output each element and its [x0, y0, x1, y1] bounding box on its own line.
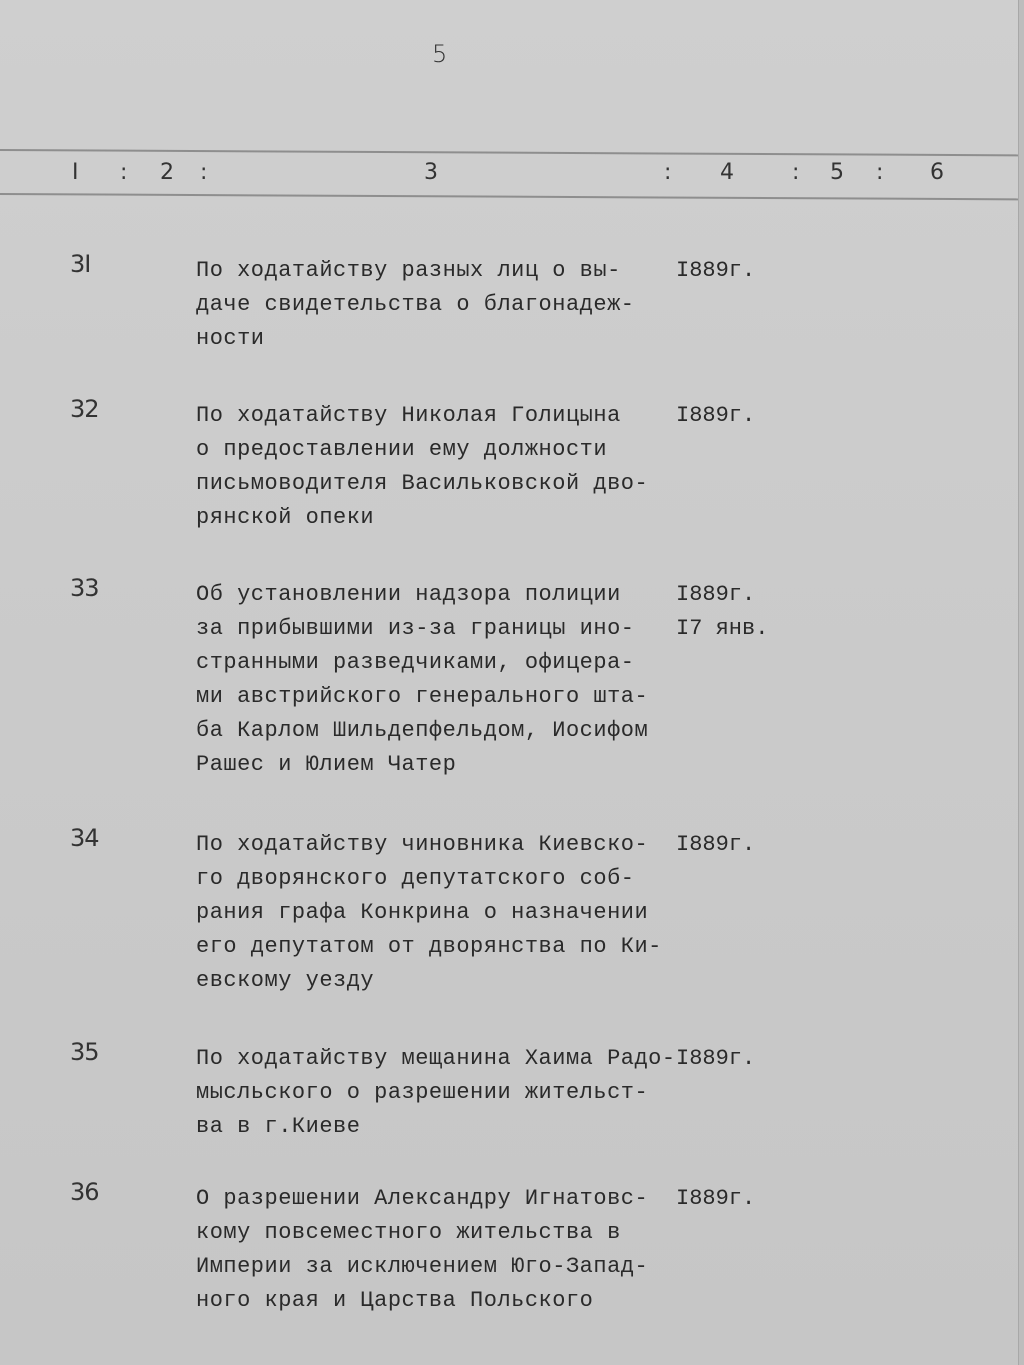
column-separator: : — [792, 160, 800, 185]
description-line: По ходатайству мещанина Хаима Радо- — [196, 1046, 676, 1071]
entry-number: 3I — [70, 250, 91, 278]
header-bottom-rule — [0, 193, 1020, 200]
date-line: I7 янв. — [676, 616, 769, 641]
date-line: I889г. — [676, 403, 756, 428]
entry-description — [196, 1182, 676, 1318]
column-header: 3 — [424, 160, 438, 185]
description-line: о предоставлении ему должности — [196, 437, 608, 462]
description-line: рянской опеки — [196, 505, 375, 530]
column-header: 2 — [160, 160, 174, 185]
description-line: рания графа Конкрина о назначении — [196, 900, 649, 925]
entry-description — [196, 578, 676, 782]
entry-number: 32 — [70, 395, 99, 423]
description-line: ности — [196, 326, 265, 351]
page-number: 5 — [432, 40, 448, 68]
column-separator: : — [120, 160, 128, 185]
entry-number: 34 — [70, 824, 99, 852]
description-line: письмоводителя Васильковской дво- — [196, 471, 649, 496]
description-line: мысльского о разрешении жительст- — [196, 1080, 649, 1105]
description-line: Об установлении надзора полиции — [196, 582, 621, 607]
entry-description — [196, 828, 676, 998]
column-header: I — [72, 160, 79, 185]
entry-description — [196, 399, 676, 535]
entry-date — [676, 578, 768, 646]
entry-description — [196, 254, 676, 356]
column-separator: : — [200, 160, 208, 185]
date-line: I889г. — [676, 258, 756, 283]
description-line: кому повсеместного жительства в — [196, 1220, 621, 1245]
description-line: ного края и Царства Польского — [196, 1288, 594, 1313]
date-line: I889г. — [676, 582, 756, 607]
entry-date — [676, 399, 755, 433]
description-line: го дворянского депутатского соб- — [196, 866, 635, 891]
description-line: Рашес и Юлием Чатер — [196, 752, 457, 777]
entry-date — [676, 1042, 755, 1076]
date-line: I889г. — [676, 832, 756, 857]
entry-number: 33 — [70, 574, 99, 602]
column-separator: : — [876, 160, 884, 185]
page-edge — [1018, 0, 1024, 1365]
description-line: евскому уезду — [196, 968, 375, 993]
column-header: 4 — [720, 160, 734, 185]
entry-date — [676, 828, 755, 862]
description-line: ба Карлом Шильдепфельдом, Иосифом — [196, 718, 649, 743]
description-line: даче свидетельства о благонадеж- — [196, 292, 635, 317]
description-line: за прибывшими из-за границы ино- — [196, 616, 635, 641]
date-line: I889г. — [676, 1046, 756, 1071]
entry-date — [676, 1182, 755, 1216]
header-top-rule — [0, 149, 1020, 156]
entry-number: 36 — [70, 1178, 99, 1206]
description-line: Империи за исключением Юго-Запад- — [196, 1254, 649, 1279]
description-line: его депутатом от дворянства по Ки- — [196, 934, 662, 959]
description-line: ми австрийского генерального шта- — [196, 684, 649, 709]
entry-number: 35 — [70, 1038, 99, 1066]
column-header: 5 — [830, 160, 844, 185]
description-line: ва в г.Киеве — [196, 1114, 361, 1139]
column-separator: : — [664, 160, 672, 185]
entry-date — [676, 254, 755, 288]
description-line: странными разведчиками, офицера- — [196, 650, 635, 675]
column-header: 6 — [930, 160, 944, 185]
description-line: По ходатайству Николая Голицына — [196, 403, 621, 428]
entry-description — [196, 1042, 676, 1144]
description-line: По ходатайству чиновника Киевско- — [196, 832, 649, 857]
date-line: I889г. — [676, 1186, 756, 1211]
description-line: По ходатайству разных лиц о вы- — [196, 258, 621, 283]
description-line: О разрешении Александру Игнатовс- — [196, 1186, 649, 1211]
